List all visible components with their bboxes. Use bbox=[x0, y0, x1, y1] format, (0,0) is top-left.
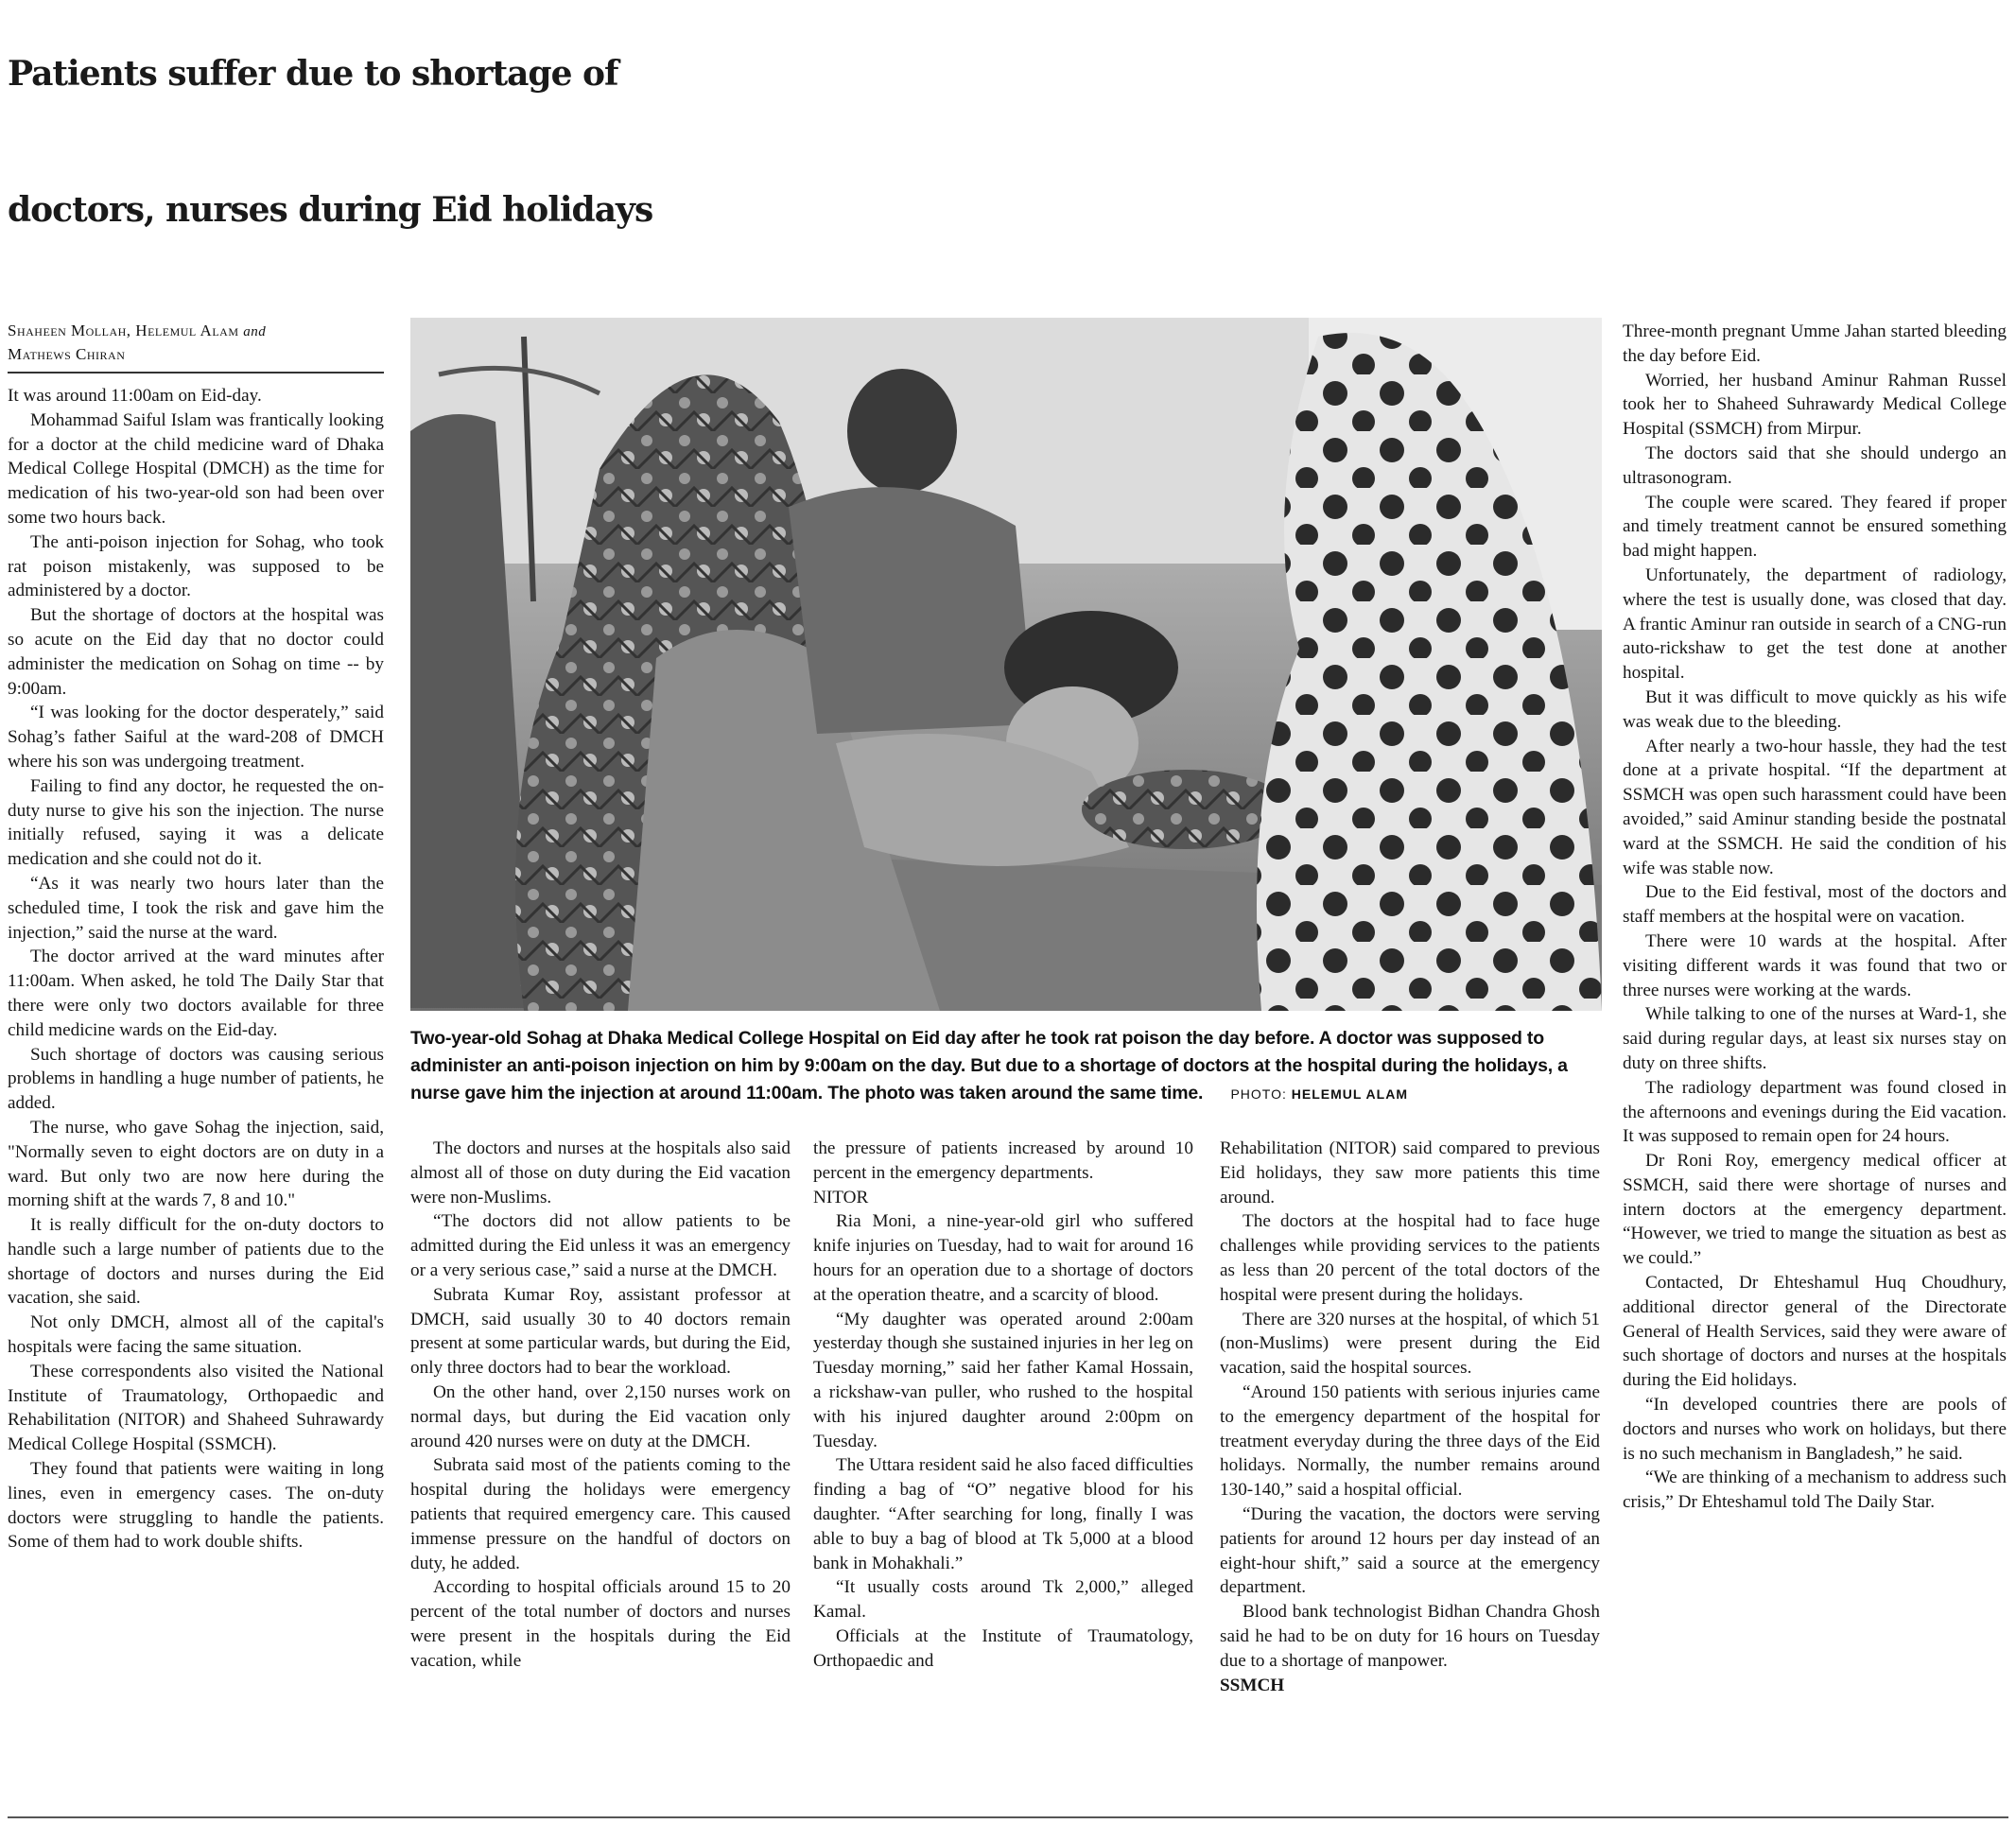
headline bbox=[8, 6, 2012, 278]
paragraph: There were 10 wards at the hospital. After visiting different wards it was found that two or three nurses were working at the wards. bbox=[1623, 930, 2007, 1000]
article-column-3 bbox=[813, 1137, 1193, 1674]
byline-authors-2: Mathews Chiran bbox=[8, 345, 126, 363]
photo-credit bbox=[1230, 1086, 1408, 1102]
paragraph: But the shortage of doctors at the hospital was so acute on the Eid day that no doctor could administer the medication on Sohag on time -- by 9:00am. bbox=[8, 605, 384, 699]
paragraph: While talking to one of the nurses at Ward-1, she said during regular days, at least six nurses stay on duty on three shifts. bbox=[1623, 1004, 2007, 1073]
column-5-body bbox=[1623, 369, 2007, 1515]
byline-and: and bbox=[243, 324, 267, 339]
byline bbox=[8, 320, 384, 373]
paragraph: The doctors said that she should undergo an ultrasonogram. bbox=[1623, 443, 2007, 488]
caption-text: Two-year-old Sohag at Dhaka Medical College Hospital on Eid day after he took rat poison the day before. A doctor was supposed to administer an anti-poison injection on him by 9:00am on the day. But due to a shortage of doctors at the hospital during the holidays, a nurse gave him the injection at around 11:00am. The photo was taken around the same time. bbox=[410, 1028, 1568, 1103]
paragraph: “We are thinking of a mechanism to address such crisis,” Dr Ehteshamul told The Daily Star. bbox=[1623, 1468, 2007, 1513]
paragraph: Due to the Eid festival, most of the doctors and staff members at the hospital were on vacation. bbox=[1623, 882, 2007, 928]
paragraph: After nearly a two-hour hassle, they had the test done at a private hospital. “If the department at SSMCH was open such harassment could have been avoided,” said Aminur standing beside the postnatal ward at the SSMCH. He said the condition of his wife was stable now. bbox=[1623, 736, 2007, 878]
photo-credit-name: HELEMUL ALAM bbox=[1291, 1086, 1408, 1102]
subheading-nitor: NITOR bbox=[813, 1187, 869, 1207]
paragraph: There are 320 nurses at the hospital, of which 51 (non-Muslims) were present during the Eid vacation, said the hospital sources. bbox=[1220, 1309, 1600, 1379]
paragraph: Subrata said most of the patients coming to the hospital during the holidays were emergency patients that required emergency care. This caused immense pressure on the handful of doctors on duty, he added. bbox=[410, 1455, 791, 1573]
headline-line-2: doctors, nurses during Eid holidays bbox=[8, 190, 653, 230]
article-column-5 bbox=[1623, 320, 2007, 1515]
paragraph: “It usually costs around Tk 2,000,” alleged Kamal. bbox=[813, 1577, 1193, 1623]
paragraph: Not only DMCH, almost all of the capital's hospitals were facing the same situation. bbox=[8, 1312, 384, 1358]
paragraph: “My daughter was operated around 2:00am yesterday though she sustained injuries in her leg on Tuesday morning,” said her father Kamal Hossain, a rickshaw-van puller, who rushed to the hospital with his injured daughter around 2:00pm on Tuesday. bbox=[813, 1309, 1193, 1451]
column-4-body bbox=[1220, 1209, 1600, 1673]
paragraph: Subrata Kumar Roy, assistant professor at DMCH, said usually 30 to 40 doctors remain present at some particular wards, but during the Eid, only three doctors had to bear the workload. bbox=[410, 1284, 791, 1379]
paragraph: the pressure of patients increased by around 10 percent in the emergency departments. bbox=[813, 1138, 1193, 1183]
paragraph: “I was looking for the doctor desperately,” said Sohag’s father Saiful at the ward-208 of DMCH where his son was undergoing treatment. bbox=[8, 703, 384, 772]
headline-line-1: Patients suffer due to shortage of bbox=[8, 54, 618, 94]
photo-illustration bbox=[410, 318, 1602, 1011]
paragraph: The doctor arrived at the ward minutes after 11:00am. When asked, he told The Daily Star that there were only two doctors available for three child medicine wards on the Eid-day. bbox=[8, 947, 384, 1040]
paragraph: Mohammad Saiful Islam was frantically looking for a doctor at the child medicine ward of Dhaka Medical College Hospital (DMCH) as the time for medication of his two-year-old son had been over some two hours back. bbox=[8, 409, 384, 528]
paragraph: Blood bank technologist Bidhan Chandra Ghosh said he had to be on duty for 16 hours on Tuesday due to a shortage of manpower. bbox=[1220, 1602, 1600, 1671]
paragraph: The doctors and nurses at the hospitals also said almost all of those on duty during the Eid vacation were non-Muslims. bbox=[410, 1138, 791, 1207]
paragraph: The radiology department was found closed in the afternoons and evenings during the Eid vacation. It was supposed to remain open for 24 hours. bbox=[1623, 1077, 2007, 1147]
paragraph: The anti-poison injection for Sohag, who took rat poison mistakenly, was supposed to be administered by a doctor. bbox=[8, 531, 384, 601]
paragraph: They found that patients were waiting in long lines, even in emergency cases. The on-duty doctors were struggling to handle the patients. Some of them had to work double shifts. bbox=[8, 1459, 384, 1553]
subheading-ssmch: SSMCH bbox=[1220, 1675, 1285, 1695]
paragraph: “Around 150 patients with serious injuries came to the emergency department of the hospital for treatment everyday during the three days of the Eid holidays. Normally, the number remains around 130-140,” said a hospital official. bbox=[1220, 1381, 1600, 1501]
paragraph: Dr Roni Roy, emergency medical officer at SSMCH, said there were shortage of nurses and intern doctors at the emergency department. “However, we tried to mange the situation as best as we could.” bbox=[1623, 1151, 2007, 1269]
paragraph: Such shortage of doctors was causing serious problems in handling a huge number of patients, he added. bbox=[8, 1044, 384, 1114]
paragraph: “In developed countries there are pools of doctors and nurses who work on holidays, but there is no such mechanism in Bangladesh,” he said. bbox=[1623, 1395, 2007, 1464]
paragraph: It is really difficult for the on-duty doctors to handle such a large number of patients due to the shortage of doctors and nurses during the Eid vacation, she said. bbox=[8, 1215, 384, 1309]
paragraph: Failing to find any doctor, he requested the on-duty nurse to give his son the injection. The nurse initially refused, saying it was a delicate medication and she could not do it. bbox=[8, 775, 384, 870]
article-column-2 bbox=[410, 1137, 791, 1674]
photo-credit-label: PHOTO: bbox=[1230, 1086, 1287, 1102]
news-photo bbox=[410, 318, 1602, 1011]
paragraph: “During the vacation, the doctors were serving patients for around 12 hours per day instead of an eight-hour shift,” said a source at the emergency department. bbox=[1220, 1503, 1600, 1598]
paragraph: “As it was nearly two hours later than the scheduled time, I took the risk and gave him the injection,” said the nurse at the ward. bbox=[8, 873, 384, 943]
paragraph: These correspondents also visited the National Institute of Traumatology, Orthopaedic and Rehabilitation (NITOR) and Shaheed Suhrawardy Medical College Hospital (SSMCH). bbox=[8, 1361, 384, 1455]
byline-authors: Shaheen Mollah, Helemul Alam bbox=[8, 321, 239, 339]
paragraph: Officials at the Institute of Traumatology, Orthopaedic and bbox=[813, 1625, 1193, 1671]
paragraph: According to hospital officials around 15 to 20 percent of the total number of doctors and nurses were present in the hospitals during the Eid vacation, while bbox=[410, 1577, 791, 1671]
paragraph: The couple were scared. They feared if proper and timely treatment cannot be ensured something bad might happen. bbox=[1623, 492, 2007, 562]
paragraph: The doctors at the hospital had to face huge challenges while providing services to the patients as less than 20 percent of the total doctors of the hospital were present during the holidays. bbox=[1220, 1211, 1600, 1305]
photo-caption bbox=[410, 1025, 1602, 1108]
paragraph: Unfortunately, the department of radiology, where the test is usually done, was closed that day. A frantic Aminur ran outside in search of a CNG-run auto-rickshaw to get the test done at another hospital. bbox=[1623, 565, 2007, 684]
paragraph: Worried, her husband Aminur Rahman Russel took her to Shaheed Suhrawardy Medical College Hospital (SSMCH) from Mirpur. bbox=[1623, 370, 2007, 440]
paragraph: Three-month pregnant Umme Jahan started bleeding the day before Eid. bbox=[1623, 321, 2007, 366]
paragraph: The Uttara resident said he also faced difficulties finding a bag of “O” negative blood for his daughter. “After searching for long, finally I was able to buy a bag of blood at Tk 5,000 at a blood bank in Mohakhali.” bbox=[813, 1455, 1193, 1573]
article-column-4 bbox=[1220, 1137, 1600, 1697]
paragraph: On the other hand, over 2,150 nurses work on normal days, but during the Eid vacation only around 420 nurses were on duty at the DMCH. bbox=[410, 1381, 791, 1451]
column-3-body bbox=[813, 1209, 1193, 1673]
bottom-rule bbox=[8, 1816, 2008, 1818]
paragraph: Ria Moni, a nine-year-old girl who suffered knife injuries on Tuesday, had to wait for around 16 hours for an operation due to a shortage of doctors at the operation theatre, and a scarcity of blood. bbox=[813, 1211, 1193, 1305]
paragraph: The nurse, who gave Sohag the injection, said, "Normally seven to eight doctors are on duty in a ward. But only two are now here during the morning shift at the wards 7, 8 and 10." bbox=[8, 1117, 384, 1211]
paragraph: But it was difficult to move quickly as his wife was weak due to the bleeding. bbox=[1623, 686, 2007, 732]
paragraph: Rehabilitation (NITOR) said compared to previous Eid holidays, they saw more patients this time around. bbox=[1220, 1138, 1600, 1207]
paragraph: Contacted, Dr Ehteshamul Huq Choudhury, additional director general of the Directorate General of Health Services, said they were aware of such shortage of doctors and nurses at the hospitals during the Eid holidays. bbox=[1623, 1273, 2007, 1391]
article-column-1 bbox=[8, 384, 384, 1555]
paragraph: “The doctors did not allow patients to be admitted during the Eid unless it was an emergency or a very serious case,” said a nurse at the DMCH. bbox=[410, 1211, 791, 1280]
paragraph: It was around 11:00am on Eid-day. bbox=[8, 386, 262, 406]
